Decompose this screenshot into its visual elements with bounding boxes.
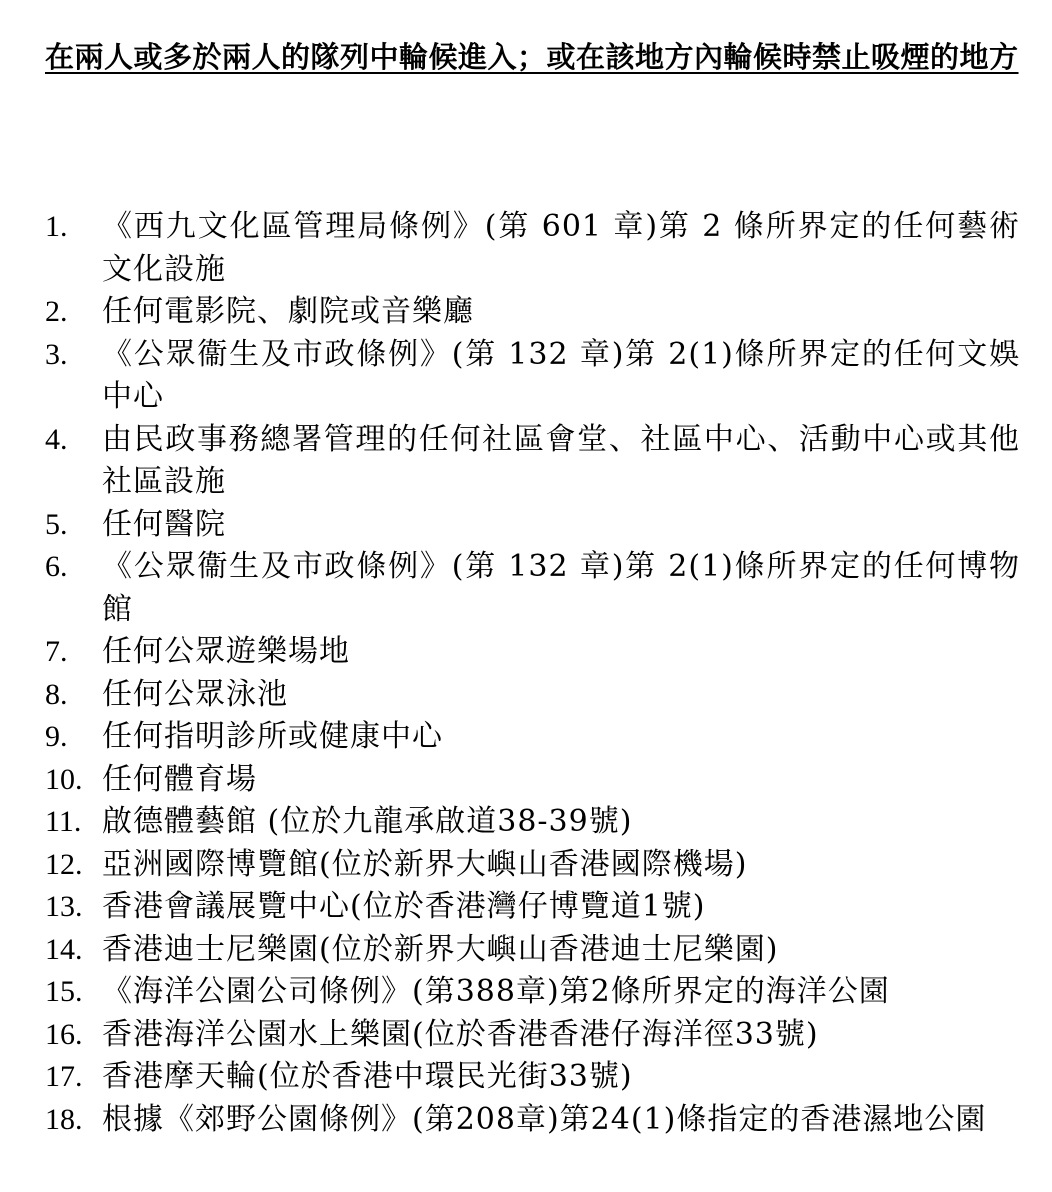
item-text: 《公眾衞生及市政條例》(第 132 章)第 2(1)條所界定的任何博物館 xyxy=(102,549,1020,627)
item-text: 由民政事務總署管理的任何社區會堂、社區中心、活動中心或其他社區設施 xyxy=(102,421,1020,499)
list-item xyxy=(45,929,1020,972)
list-item xyxy=(45,1056,1020,1099)
item-number: 13. xyxy=(45,890,83,923)
item-text: 香港摩天輪(位於香港中環民光街33號) xyxy=(102,1059,633,1094)
item-text: 啟德體藝館 (位於九龍承啟道38-39號) xyxy=(102,804,633,839)
list-item xyxy=(45,716,1020,759)
item-number: 18. xyxy=(45,1102,83,1136)
item-number: 16. xyxy=(45,1017,83,1051)
item-number: 1. xyxy=(45,210,68,243)
item-text: 《公眾衞生及市政條例》(第 132 章)第 2(1)條所界定的任何文娛中心 xyxy=(102,336,1020,414)
list-item xyxy=(45,844,1020,887)
item-text: 根據《郊野公園條例》(第208章)第24(1)條指定的香港濕地公園 xyxy=(102,1101,987,1137)
list-item xyxy=(45,631,1020,674)
item-number: 5. xyxy=(45,507,68,541)
item-text: 《海洋公園公司條例》(第388章)第2條所界定的海洋公園 xyxy=(102,974,890,1009)
item-number: 4. xyxy=(45,422,68,456)
item-number: 9. xyxy=(45,720,68,753)
item-text: 任何公眾遊樂場地 xyxy=(102,634,350,669)
list-item xyxy=(45,759,1020,802)
item-number: 17. xyxy=(45,1060,83,1093)
item-text: 亞洲國際博覽館(位於新界大嶼山香港國際機場) xyxy=(102,846,748,882)
list-item xyxy=(45,1099,1020,1142)
list-item xyxy=(45,971,1020,1014)
premises-list xyxy=(45,206,1020,1141)
list-item xyxy=(45,504,1020,547)
item-text: 任何公眾泳池 xyxy=(102,676,288,712)
item-number: 2. xyxy=(45,295,68,328)
item-number: 3. xyxy=(45,337,68,371)
item-text: 香港迪士尼樂園(位於新界大嶼山香港迪士尼樂園) xyxy=(102,931,779,967)
list-item xyxy=(45,1014,1020,1057)
list-item xyxy=(45,334,1020,419)
item-number: 15. xyxy=(45,975,83,1008)
section-heading: 在兩人或多於兩人的隊列中輪候進入；或在該地方內輪候時禁止吸煙的地方 xyxy=(45,40,1019,74)
item-text: 任何指明診所或健康中心 xyxy=(102,719,443,754)
item-text: 任何電影院、劇院或音樂廳 xyxy=(102,294,474,329)
item-text: 任何醫院 xyxy=(102,506,226,542)
list-item xyxy=(45,674,1020,717)
list-item xyxy=(45,886,1020,929)
list-item xyxy=(45,546,1020,631)
list-item xyxy=(45,291,1020,334)
item-number: 10. xyxy=(45,762,83,796)
list-item xyxy=(45,801,1020,844)
item-number: 11. xyxy=(45,805,82,838)
item-text: 香港會議展覽中心(位於香港灣仔博覽道1號) xyxy=(102,889,706,924)
item-number: 6. xyxy=(45,550,68,583)
item-number: 12. xyxy=(45,847,83,881)
list-item xyxy=(45,419,1020,504)
item-number: 8. xyxy=(45,677,68,711)
item-text: 《西九文化區管理局條例》(第 601 章)第 2 條所界定的任何藝術文化設施 xyxy=(102,209,1020,287)
item-text: 任何體育場 xyxy=(102,761,257,797)
item-number: 14. xyxy=(45,932,83,966)
list-item xyxy=(45,206,1020,291)
item-text: 香港海洋公園水上樂園(位於香港香港仔海洋徑33號) xyxy=(102,1016,819,1052)
item-number: 7. xyxy=(45,635,68,668)
